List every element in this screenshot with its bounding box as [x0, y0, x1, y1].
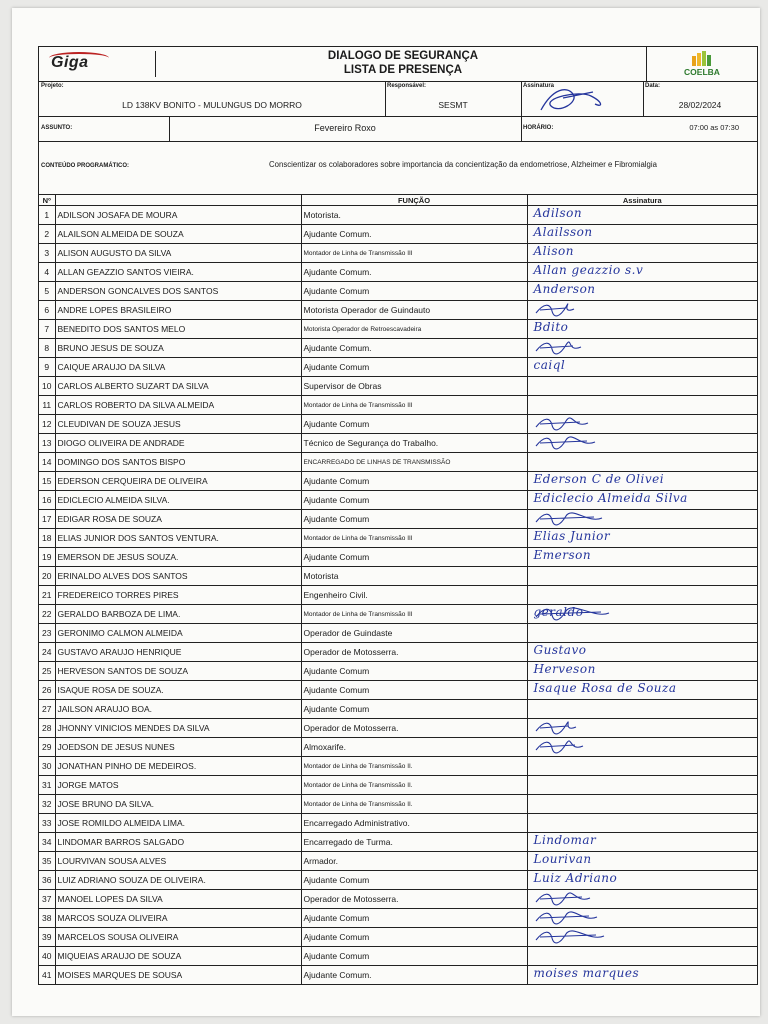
coelba-flame-icon: [691, 50, 713, 66]
employee-function: Montador de Linha de Transmissão II.: [301, 776, 527, 795]
employee-name: HERVESON SANTOS DE SOUZA: [55, 662, 301, 681]
table-row: [39, 244, 757, 263]
table-row: [39, 491, 757, 510]
row-number: 16: [39, 491, 55, 510]
table-row: [39, 510, 757, 529]
employee-name: ISAQUE ROSA DE SOUZA.: [55, 681, 301, 700]
employee-function: Ajudante Comum: [301, 491, 527, 510]
signature-cell: [527, 225, 757, 244]
signature-cell: [527, 814, 757, 833]
employee-function: Ajudante Comum: [301, 415, 527, 434]
scribbled-signature: [530, 890, 620, 908]
employee-function: Ajudante Comum.: [301, 966, 527, 985]
employee-name: ALLAN GEAZZIO SANTOS VIEIRA.: [55, 263, 301, 282]
employee-name: BENEDITO DOS SANTOS MELO: [55, 320, 301, 339]
signature-cell: [527, 453, 757, 472]
col-header-function: FUNÇÃO: [301, 195, 527, 206]
employee-name: JOSE BRUNO DA SILVA.: [55, 795, 301, 814]
row-number: 38: [39, 909, 55, 928]
table-row: [39, 700, 757, 719]
employee-function: Montador de Linha de Transmissão III: [301, 605, 527, 624]
table-row: [39, 928, 757, 947]
scribbled-signature: [530, 301, 620, 319]
subject-value-cell: [169, 117, 522, 141]
row-number: 30: [39, 757, 55, 776]
signature-cell: [527, 738, 757, 757]
signature-cell: [527, 776, 757, 795]
signature-cell: [527, 301, 757, 320]
employee-name: CAIQUE ARAUJO DA SILVA: [55, 358, 301, 377]
employee-function: Motorista: [301, 567, 527, 586]
row-number: 14: [39, 453, 55, 472]
row-number: 25: [39, 662, 55, 681]
subject-value: Fevereiro Roxo: [314, 123, 376, 133]
employee-name: MIQUEIAS ARAUJO DE SOUZA: [55, 947, 301, 966]
employee-name: ADILSON JOSAFA DE MOURA: [55, 206, 301, 225]
signature-cell: [527, 605, 757, 624]
table-row: [39, 681, 757, 700]
handwritten-signature: caiql: [533, 358, 566, 372]
program-value: Conscientizar os colaboradores sobre importancia da concientização da endometriose, Alzheimer e Fibromialgia: [269, 160, 657, 169]
table-row: [39, 776, 757, 795]
handwritten-signature: Anderson: [533, 282, 596, 296]
signature-cell: [527, 928, 757, 947]
row-number: 27: [39, 700, 55, 719]
signature-cell: [527, 377, 757, 396]
scribbled-signature: [530, 605, 620, 623]
table-row: [39, 358, 757, 377]
employee-function: Ajudante Comum: [301, 662, 527, 681]
employee-function: Supervisor de Obras: [301, 377, 527, 396]
row-number: 4: [39, 263, 55, 282]
time-cell: [521, 117, 757, 141]
signature-cell: [527, 852, 757, 871]
row-number: 28: [39, 719, 55, 738]
employee-function: Motorista Operador de Guindauto: [301, 301, 527, 320]
table-row: [39, 548, 757, 567]
employee-function: Operador de Guindaste: [301, 624, 527, 643]
employee-name: LUIZ ADRIANO SOUZA DE OLIVEIRA.: [55, 871, 301, 890]
col-header-number: Nº: [39, 195, 55, 206]
table-row: [39, 453, 757, 472]
table-row: [39, 339, 757, 358]
row-number: 22: [39, 605, 55, 624]
employee-function: Ajudante Comum: [301, 700, 527, 719]
signature-cell: [527, 700, 757, 719]
employee-function: Ajudante Comum: [301, 871, 527, 890]
handwritten-signature: Luiz Adriano: [533, 871, 618, 885]
employee-name: JAILSON ARAUJO BOA.: [55, 700, 301, 719]
row-number: 7: [39, 320, 55, 339]
table-row: [39, 757, 757, 776]
handwritten-signature: Elias Junior: [533, 529, 611, 543]
handwritten-signature: Lourivan: [533, 852, 592, 866]
employee-function: Ajudante Comum: [301, 681, 527, 700]
responsible-cell: [385, 82, 522, 116]
signature-cell: [527, 966, 757, 985]
table-row: [39, 662, 757, 681]
employee-name: DOMINGO DOS SANTOS BISPO: [55, 453, 301, 472]
responsible-signature: [533, 84, 623, 116]
signature-cell: [527, 244, 757, 263]
table-row: [39, 377, 757, 396]
scribbled-signature: [530, 738, 620, 756]
employee-function: Ajudante Comum: [301, 928, 527, 947]
table-row: [39, 586, 757, 605]
row-number: 11: [39, 396, 55, 415]
row-number: 12: [39, 415, 55, 434]
signature-cell: [527, 434, 757, 453]
subject-label-cell: [39, 117, 170, 141]
employee-name: MANOEL LOPES DA SILVA: [55, 890, 301, 909]
signature-cell: [527, 681, 757, 700]
responsible-label: Responsável:: [387, 83, 427, 89]
handwritten-signature: Alailsson: [533, 225, 593, 239]
table-row: [39, 434, 757, 453]
table-row: [39, 624, 757, 643]
col-header-signature: Assinatura: [527, 195, 757, 206]
employee-name: EMERSON DE JESUS SOUZA.: [55, 548, 301, 567]
employee-name: LOURVIVAN SOUSA ALVES: [55, 852, 301, 871]
row-number: 26: [39, 681, 55, 700]
signature-cell: [527, 396, 757, 415]
program-row: [39, 142, 757, 195]
table-row: [39, 909, 757, 928]
employee-function: Montador de Linha de Transmissão III: [301, 396, 527, 415]
signature-cell: [527, 548, 757, 567]
subject-row: [39, 117, 757, 142]
col-header-name: [55, 195, 301, 206]
employee-name: CLEUDIVAN DE SOUZA JESUS: [55, 415, 301, 434]
date-label: Data:: [645, 83, 661, 89]
row-number: 15: [39, 472, 55, 491]
project-label: Projeto:: [41, 83, 64, 89]
signature-cell: [527, 871, 757, 890]
scribbled-signature: [530, 719, 620, 737]
title-line-2: LISTA DE PRESENÇA: [343, 64, 463, 76]
signature-cell: [527, 795, 757, 814]
row-number: 32: [39, 795, 55, 814]
employee-function: Ajudante Comum: [301, 548, 527, 567]
signature-cell: [527, 909, 757, 928]
row-number: 3: [39, 244, 55, 263]
employee-name: JONATHAN PINHO DE MEDEIROS.: [55, 757, 301, 776]
employee-function: Montador de Linha de Transmissão II.: [301, 757, 527, 776]
signature-cell: [527, 263, 757, 282]
row-number: 9: [39, 358, 55, 377]
row-number: 6: [39, 301, 55, 320]
handwritten-signature: moises marques: [533, 966, 640, 980]
table-row: [39, 890, 757, 909]
employee-function: Almoxarife.: [301, 738, 527, 757]
employee-name: ALISON AUGUSTO DA SILVA: [55, 244, 301, 263]
employee-function: Motorista Operador de Retroescavadeira: [301, 320, 527, 339]
signature-cell: [527, 947, 757, 966]
handwritten-signature: Ediclecio Almeida Silva: [533, 491, 688, 505]
employee-function: Técnico de Segurança do Trabalho.: [301, 434, 527, 453]
signature-cell: [527, 510, 757, 529]
table-row: [39, 206, 757, 225]
table-row: [39, 415, 757, 434]
date-value: 28/02/2024: [678, 100, 722, 110]
project-row: [39, 82, 757, 117]
table-row: [39, 719, 757, 738]
table-row: [39, 282, 757, 301]
signature-cell: [527, 833, 757, 852]
row-number: 35: [39, 852, 55, 871]
title-line-1: DIALOGO DE SEGURANÇA: [327, 50, 479, 62]
responsible-value: SESMT: [438, 100, 468, 110]
document-title: [159, 49, 647, 77]
coelba-logo-text: COELBA: [684, 67, 720, 77]
signature-cell: [527, 529, 757, 548]
employee-name: JOEDSON DE JESUS NUNES: [55, 738, 301, 757]
handwritten-signature: Adilson: [533, 206, 583, 220]
signature-cell: [527, 415, 757, 434]
table-row: [39, 643, 757, 662]
row-number: 13: [39, 434, 55, 453]
row-number: 5: [39, 282, 55, 301]
employee-function: ENCARREGADO DE LINHAS DE TRANSMISSÃO: [301, 453, 527, 472]
employee-function: Ajudante Comum: [301, 510, 527, 529]
employee-name: MARCOS SOUZA OLIVEIRA: [55, 909, 301, 928]
signature-cell: [527, 662, 757, 681]
row-number: 37: [39, 890, 55, 909]
employee-function: Motorista.: [301, 206, 527, 225]
coelba-logo: [646, 47, 757, 81]
handwritten-signature: Gustavo: [533, 643, 587, 657]
subject-label: ASSUNTO:: [41, 125, 73, 131]
employee-function: Ajudante Comum.: [301, 225, 527, 244]
employee-name: EDICLECIO ALMEIDA SILVA.: [55, 491, 301, 510]
employee-function: Operador de Motosserra.: [301, 890, 527, 909]
employee-function: Operador de Motosserra.: [301, 643, 527, 662]
employee-name: JHONNY VINICIOS MENDES DA SILVA: [55, 719, 301, 738]
attendance-form: [38, 46, 758, 985]
employee-function: Ajudante Comum.: [301, 263, 527, 282]
employee-name: FREDEREICO TORRES PIRES: [55, 586, 301, 605]
row-number: 8: [39, 339, 55, 358]
attendance-rows: [39, 206, 757, 985]
table-row: [39, 738, 757, 757]
handwritten-signature: Allan geazzio s.v: [533, 263, 644, 277]
employee-name: JORGE MATOS: [55, 776, 301, 795]
signature-cell: [527, 206, 757, 225]
row-number: 21: [39, 586, 55, 605]
table-row: [39, 947, 757, 966]
table-row: [39, 966, 757, 985]
scribbled-signature: [530, 510, 620, 528]
employee-name: EDERSON CERQUEIRA DE OLIVEIRA: [55, 472, 301, 491]
employee-name: GUSTAVO ARAUJO HENRIQUE: [55, 643, 301, 662]
time-value: 07:00 as 07:30: [689, 123, 739, 132]
table-row: [39, 225, 757, 244]
program-label: CONTEÚDO PROGRAMÁTICO:: [41, 163, 129, 169]
employee-function: Montador de Linha de Transmissão III: [301, 529, 527, 548]
employee-function: Ajudante Comum: [301, 472, 527, 491]
program-label-cell: [39, 142, 169, 194]
handwritten-signature: geraldo: [533, 605, 584, 619]
table-row: [39, 814, 757, 833]
employee-name: GERALDO BARBOZA DE LIMA.: [55, 605, 301, 624]
signature-label: Assinatura: [523, 83, 555, 89]
responsible-signature-cell: [521, 82, 644, 116]
employee-name: DIOGO OLIVEIRA DE ANDRADE: [55, 434, 301, 453]
table-row: [39, 605, 757, 624]
employee-name: ALAILSON ALMEIDA DE SOUZA: [55, 225, 301, 244]
employee-function: Montador de Linha de Transmissão III: [301, 244, 527, 263]
signature-cell: [527, 757, 757, 776]
paper-sheet: [12, 8, 760, 1016]
employee-function: Engenheiro Civil.: [301, 586, 527, 605]
signature-cell: [527, 339, 757, 358]
handwritten-signature: Lindomar: [533, 833, 597, 847]
employee-name: ANDRE LOPES BRASILEIRO: [55, 301, 301, 320]
table-row: [39, 833, 757, 852]
employee-function: Ajudante Comum: [301, 282, 527, 301]
handwritten-signature: Herveson: [533, 662, 596, 676]
employee-function: Montador de Linha de Transmissão II.: [301, 795, 527, 814]
employee-function: Ajudante Comum: [301, 358, 527, 377]
employee-function: Ajudante Comum: [301, 909, 527, 928]
signature-cell: [527, 358, 757, 377]
employee-name: BRUNO JESUS DE SOUZA: [55, 339, 301, 358]
employee-name: JOSE ROMILDO ALMEIDA LIMA.: [55, 814, 301, 833]
employee-name: MARCELOS SOUSA OLIVEIRA: [55, 928, 301, 947]
table-row: [39, 301, 757, 320]
signature-cell: [527, 643, 757, 662]
row-number: 17: [39, 510, 55, 529]
employee-name: EDIGAR ROSA DE SOUZA: [55, 510, 301, 529]
table-row: [39, 871, 757, 890]
row-number: 10: [39, 377, 55, 396]
project-cell: [39, 82, 386, 116]
table-row: [39, 320, 757, 339]
scribbled-signature: [530, 434, 620, 452]
row-number: 34: [39, 833, 55, 852]
signature-cell: [527, 472, 757, 491]
handwritten-signature: Emerson: [533, 548, 592, 562]
table-row: [39, 795, 757, 814]
attendance-table: [39, 195, 757, 984]
time-label: HORÁRIO:: [523, 125, 554, 131]
date-cell: [643, 82, 757, 116]
scribbled-signature: [530, 415, 620, 433]
table-row: [39, 567, 757, 586]
handwritten-signature: Ederson C de Olivei: [533, 472, 665, 486]
employee-function: Ajudante Comum: [301, 947, 527, 966]
row-number: 18: [39, 529, 55, 548]
row-number: 33: [39, 814, 55, 833]
table-row: [39, 396, 757, 415]
employee-name: ANDERSON GONCALVES DOS SANTOS: [55, 282, 301, 301]
row-number: 2: [39, 225, 55, 244]
signature-cell: [527, 890, 757, 909]
handwritten-signature: Alison: [533, 244, 574, 258]
scribbled-signature: [530, 909, 620, 927]
scribbled-signature: [530, 928, 620, 946]
employee-function: Ajudante Comum.: [301, 339, 527, 358]
table-row: [39, 852, 757, 871]
form-header: [39, 47, 757, 82]
signature-cell: [527, 282, 757, 301]
row-number: 20: [39, 567, 55, 586]
table-row: [39, 472, 757, 491]
row-number: 41: [39, 966, 55, 985]
employee-name: MOISES MARQUES DE SOUSA: [55, 966, 301, 985]
giga-logo: [43, 51, 156, 77]
employee-function: Encarregado Administrativo.: [301, 814, 527, 833]
project-value: LD 138KV BONITO - MULUNGUS DO MORRO: [122, 100, 302, 110]
employee-name: ERINALDO ALVES DOS SANTOS: [55, 567, 301, 586]
employee-name: CARLOS ALBERTO SUZART DA SILVA: [55, 377, 301, 396]
row-number: 1: [39, 206, 55, 225]
giga-logo-text: Giga: [51, 54, 89, 71]
employee-name: GERONIMO CALMON ALMEIDA: [55, 624, 301, 643]
row-number: 24: [39, 643, 55, 662]
signature-cell: [527, 567, 757, 586]
scribbled-signature: [530, 339, 620, 357]
table-row: [39, 529, 757, 548]
row-number: 31: [39, 776, 55, 795]
row-number: 40: [39, 947, 55, 966]
row-number: 36: [39, 871, 55, 890]
signature-cell: [527, 320, 757, 339]
signature-cell: [527, 586, 757, 605]
employee-function: Encarregado de Turma.: [301, 833, 527, 852]
signature-cell: [527, 491, 757, 510]
employee-name: CARLOS ROBERTO DA SILVA ALMEIDA: [55, 396, 301, 415]
handwritten-signature: Isaque Rosa de Souza: [533, 681, 677, 695]
signature-cell: [527, 719, 757, 738]
employee-name: ELIAS JUNIOR DOS SANTOS VENTURA.: [55, 529, 301, 548]
row-number: 39: [39, 928, 55, 947]
employee-function: Operador de Motosserra.: [301, 719, 527, 738]
table-row: [39, 263, 757, 282]
table-header-row: [39, 195, 757, 206]
row-number: 19: [39, 548, 55, 567]
handwritten-signature: Bdito: [533, 320, 569, 334]
employee-function: Armador.: [301, 852, 527, 871]
signature-cell: [527, 624, 757, 643]
row-number: 29: [39, 738, 55, 757]
employee-name: LINDOMAR BARROS SALGADO: [55, 833, 301, 852]
row-number: 23: [39, 624, 55, 643]
